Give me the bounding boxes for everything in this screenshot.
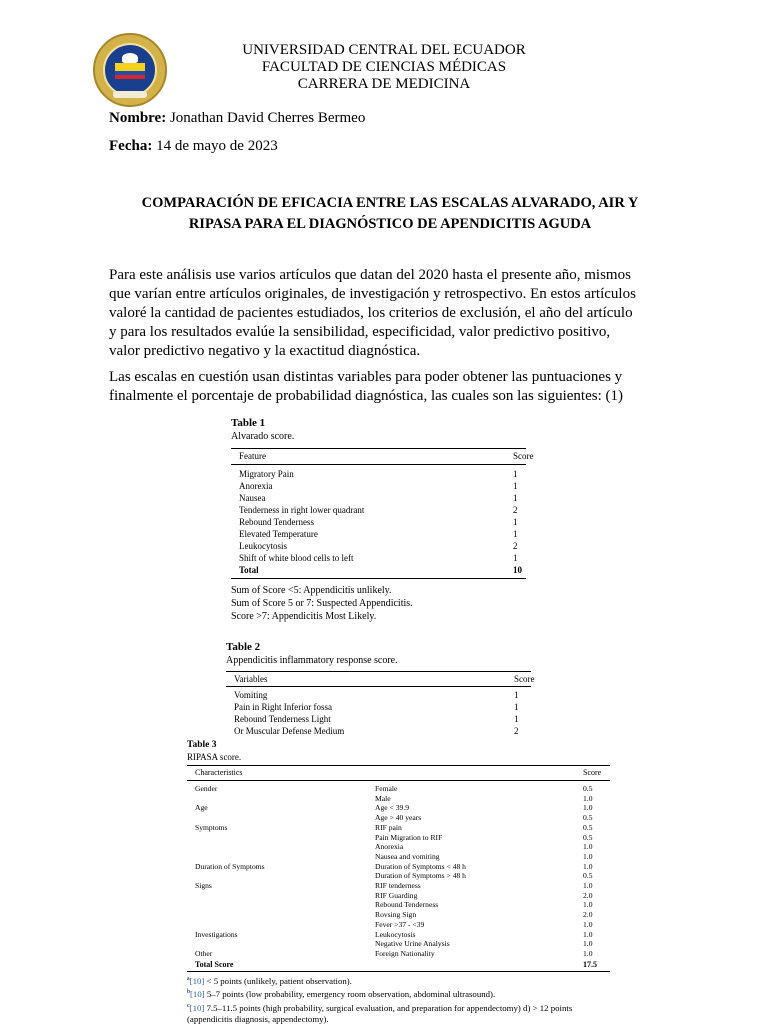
table-3-score: 1.0 <box>583 851 593 861</box>
table-3-score: 2.0 <box>583 890 593 900</box>
table-3-score: 1.0 <box>583 900 593 910</box>
footnote-text: 5–7 points (low probability, emergency room observation, abdominal ultrasound). <box>204 989 496 1000</box>
table-3-item: Negative Urine Analysis <box>375 939 450 949</box>
table-1-note: Sum of Score <5: Appendicitis unlikely. <box>231 585 392 596</box>
footnote <box>187 1001 627 1014</box>
table-2-top-rule <box>226 671 531 672</box>
table-cell-score: 2 <box>513 541 518 551</box>
paragraph-line: finalmente el porcentaje de probabilidad diagnóstica, las cuales son las siguientes: (1) <box>109 388 623 404</box>
name-field <box>109 110 365 127</box>
table-3-score: 1.0 <box>583 919 593 929</box>
reference-link[interactable]: [10] <box>189 1002 205 1013</box>
table-3-item: Age < 39.9 <box>375 803 410 813</box>
table-3-category: Symptoms <box>195 822 228 832</box>
table-row: Nausea <box>239 493 266 503</box>
table-3-score: 1.0 <box>583 842 593 852</box>
table-2-caption: Table 2 <box>226 641 261 653</box>
table-row: Migratory Pain <box>239 469 294 479</box>
table-1-top-rule <box>231 448 526 449</box>
table-row: Shift of white blood cells to left <box>239 553 354 563</box>
table-3-item: Foreign Nationality <box>375 948 435 958</box>
footnote <box>187 1014 627 1026</box>
table-cell-score: 1 <box>514 702 519 712</box>
table-3-header-characteristics: Characteristics <box>195 768 243 777</box>
date-value: 14 de mayo de 2023 <box>152 138 278 154</box>
table-3-item: RIF Guarding <box>375 890 418 900</box>
title-line-1: COMPARACIÓN DE EFICACIA ENTRE LAS ESCALAS ALVARADO, AIR Y <box>141 195 639 211</box>
footnote-text: (appendicitis diagnosis, appendectomy). <box>187 1014 329 1025</box>
table-3-category: Duration of Symptoms <box>195 861 265 871</box>
table-row: Vomiting <box>234 690 268 700</box>
table-3-header-score: Score <box>583 768 602 777</box>
header-university: UNIVERSIDAD CENTRAL DEL ECUADOR <box>242 42 526 58</box>
table-cell-score: 1 <box>513 469 518 479</box>
table-row: Or Muscular Defense Medium <box>234 726 345 736</box>
table-3-item: RIF pain <box>375 822 402 832</box>
table-cell-score: 2 <box>514 726 519 736</box>
table-1-note: Score >7: Appendicitis Most Likely. <box>231 611 377 622</box>
table-3-category: Investigations <box>195 929 238 939</box>
table-3-score: 1.0 <box>583 861 593 871</box>
table-3-item: Nausea and vomiting <box>375 851 440 861</box>
reference-link[interactable]: [10] <box>189 975 205 986</box>
table-cell-score: 1 <box>514 714 519 724</box>
table-1-subtitle: Alvarado score. <box>231 431 295 442</box>
paragraph-line: y para los resultados evalúe la sensibilidad, especificidad, valor predictivo positivo, <box>109 324 611 340</box>
table-cell-score: 1 <box>513 517 518 527</box>
footnote-mark: a <box>187 976 190 982</box>
table-3-score: 1.0 <box>583 881 593 890</box>
table-3-item: Rovsing Sign <box>375 910 417 920</box>
table-3-score: 1.0 <box>583 803 593 813</box>
table-3-ripasa <box>187 740 612 975</box>
footnote-mark: b <box>187 989 190 996</box>
table-3-score: 0.5 <box>583 784 593 793</box>
table-2-header-variables: Variables <box>234 674 268 684</box>
table-3-category: Other <box>195 948 213 958</box>
table-1-alvarado <box>231 417 534 627</box>
table-3-item: Duration of Symptoms < 48 h <box>375 861 466 871</box>
table-cell-score: 1 <box>513 529 518 539</box>
table-cell-score: 1 <box>513 493 518 503</box>
table-3-header-rule <box>187 780 610 781</box>
paragraph-2 <box>109 368 669 406</box>
footnote-mark: c <box>187 1002 190 1009</box>
table-cell-score: 1 <box>513 481 518 491</box>
table-row: Anorexia <box>239 481 273 491</box>
paragraph-line: valor predictivo negativo y la exactitud diagnóstica. <box>109 343 421 359</box>
table-2-header-rule <box>226 686 531 687</box>
document-title <box>80 193 700 235</box>
title-line-2: RIPASA PARA EL DIAGNÓSTICO DE APENDICITIS AGUDA <box>188 216 592 232</box>
table-3-item: Male <box>375 793 391 803</box>
table-1-header-rule <box>231 464 526 465</box>
table-row: Tenderness in right lower quadrant <box>239 505 365 515</box>
table-1-header-score: Score <box>513 451 534 461</box>
table-3-score: 1.0 <box>583 939 593 949</box>
table-1-caption: Table 1 <box>231 417 266 429</box>
footnote-text: 7.5–11.5 points (high probability, surgical evaluation, and preparation for appendectomy) d) > 12 points <box>204 1002 573 1013</box>
table-2-header-score: Score <box>514 674 535 684</box>
table-1-total-label: Total <box>239 565 259 575</box>
table-3-score: 1.0 <box>583 948 593 958</box>
table-3-item: Anorexia <box>375 842 404 852</box>
table-3-category: Age <box>195 803 208 813</box>
table-3-item: Female <box>375 784 398 793</box>
table-row: Elevated Temperature <box>239 529 318 539</box>
table-3-item: Age > 40 years <box>375 813 422 823</box>
table-3-top-rule <box>187 765 610 766</box>
table-row: Pain in Right Inferior fossa <box>234 702 332 712</box>
table-3-category: Gender <box>195 784 218 793</box>
table-3-total-label: Total Score <box>195 960 234 969</box>
table-3-item: Rebound Tenderness <box>375 900 439 910</box>
header-faculty: FACULTAD DE CIENCIAS MÉDICAS <box>261 59 507 75</box>
paragraph-line: Para este análisis use varios artículos que datan del 2020 hasta el presente año, mismos <box>109 267 631 283</box>
date-field <box>109 138 278 155</box>
table-1-total-value: 10 <box>513 565 522 575</box>
name-label: Nombre: <box>109 110 167 126</box>
reference-link[interactable]: [10] <box>190 989 205 1000</box>
header-career: CARRERA DE MEDICINA <box>297 76 471 92</box>
date-label: Fecha: <box>109 138 153 154</box>
table-3-score: 1.0 <box>583 929 593 939</box>
table-3-score: 2.0 <box>583 910 593 920</box>
table-3-category: Signs <box>195 881 212 890</box>
table-3-caption: Table 3 <box>187 740 217 750</box>
table-3-bottom-rule <box>187 971 610 972</box>
table-2-subtitle: Appendicitis inflammatory response score. <box>226 655 398 666</box>
table-row: Rebound Tenderness Light <box>234 714 331 724</box>
table-3-score: 1.0 <box>583 793 593 803</box>
table-3-item: Duration of Symptoms > 48 h <box>375 871 466 881</box>
table-row: Rebound Tenderness <box>239 517 314 527</box>
paragraph-line: Las escalas en cuestión usan distintas variables para poder obtener las puntuaciones y <box>109 369 623 385</box>
table-1-note: Sum of Score 5 or 7: Suspected Appendicitis. <box>231 598 413 609</box>
table-3-item: Leukocytosis <box>375 929 416 939</box>
table-3-total-value: 17.5 <box>583 960 597 969</box>
table-cell-score: 1 <box>514 690 519 700</box>
footnote-text: < 5 points (unlikely, patient observation). <box>204 975 352 986</box>
footnote <box>187 987 627 1000</box>
table-3-score: 0.5 <box>583 813 593 823</box>
table-3-subtitle: RIPASA score. <box>187 752 242 762</box>
table-3-score: 0.5 <box>583 822 593 832</box>
table-cell-score: 2 <box>513 505 518 515</box>
name-value: Jonathan David Cherres Bermeo <box>166 110 366 126</box>
table-1-bottom-rule <box>231 578 526 579</box>
table-row: Leukocytosis <box>239 541 287 551</box>
paragraph-1 <box>109 266 669 361</box>
paragraph-line: valoré la cantidad de pacientes estudiados, los criterios de exclusión, el año del artículo <box>109 305 633 321</box>
table-3-item: RIF tenderness <box>375 881 421 890</box>
table-3-score: 0.5 <box>583 832 593 842</box>
table-3-score: 0.5 <box>583 871 593 881</box>
footnote <box>187 974 627 987</box>
paragraph-line: que varían entre artículos originales, de investigación y retrospectivo. En estos artículos <box>109 286 636 302</box>
table-3-item: Pain Migration to RIF <box>375 832 443 842</box>
table-3-footnotes <box>187 974 627 1026</box>
table-2-air <box>226 641 536 739</box>
table-1-header-feature: Feature <box>239 451 266 461</box>
document-header <box>0 42 768 93</box>
table-cell-score: 1 <box>513 553 518 563</box>
table-3-item: Fever >37 - <39 <box>375 919 425 929</box>
